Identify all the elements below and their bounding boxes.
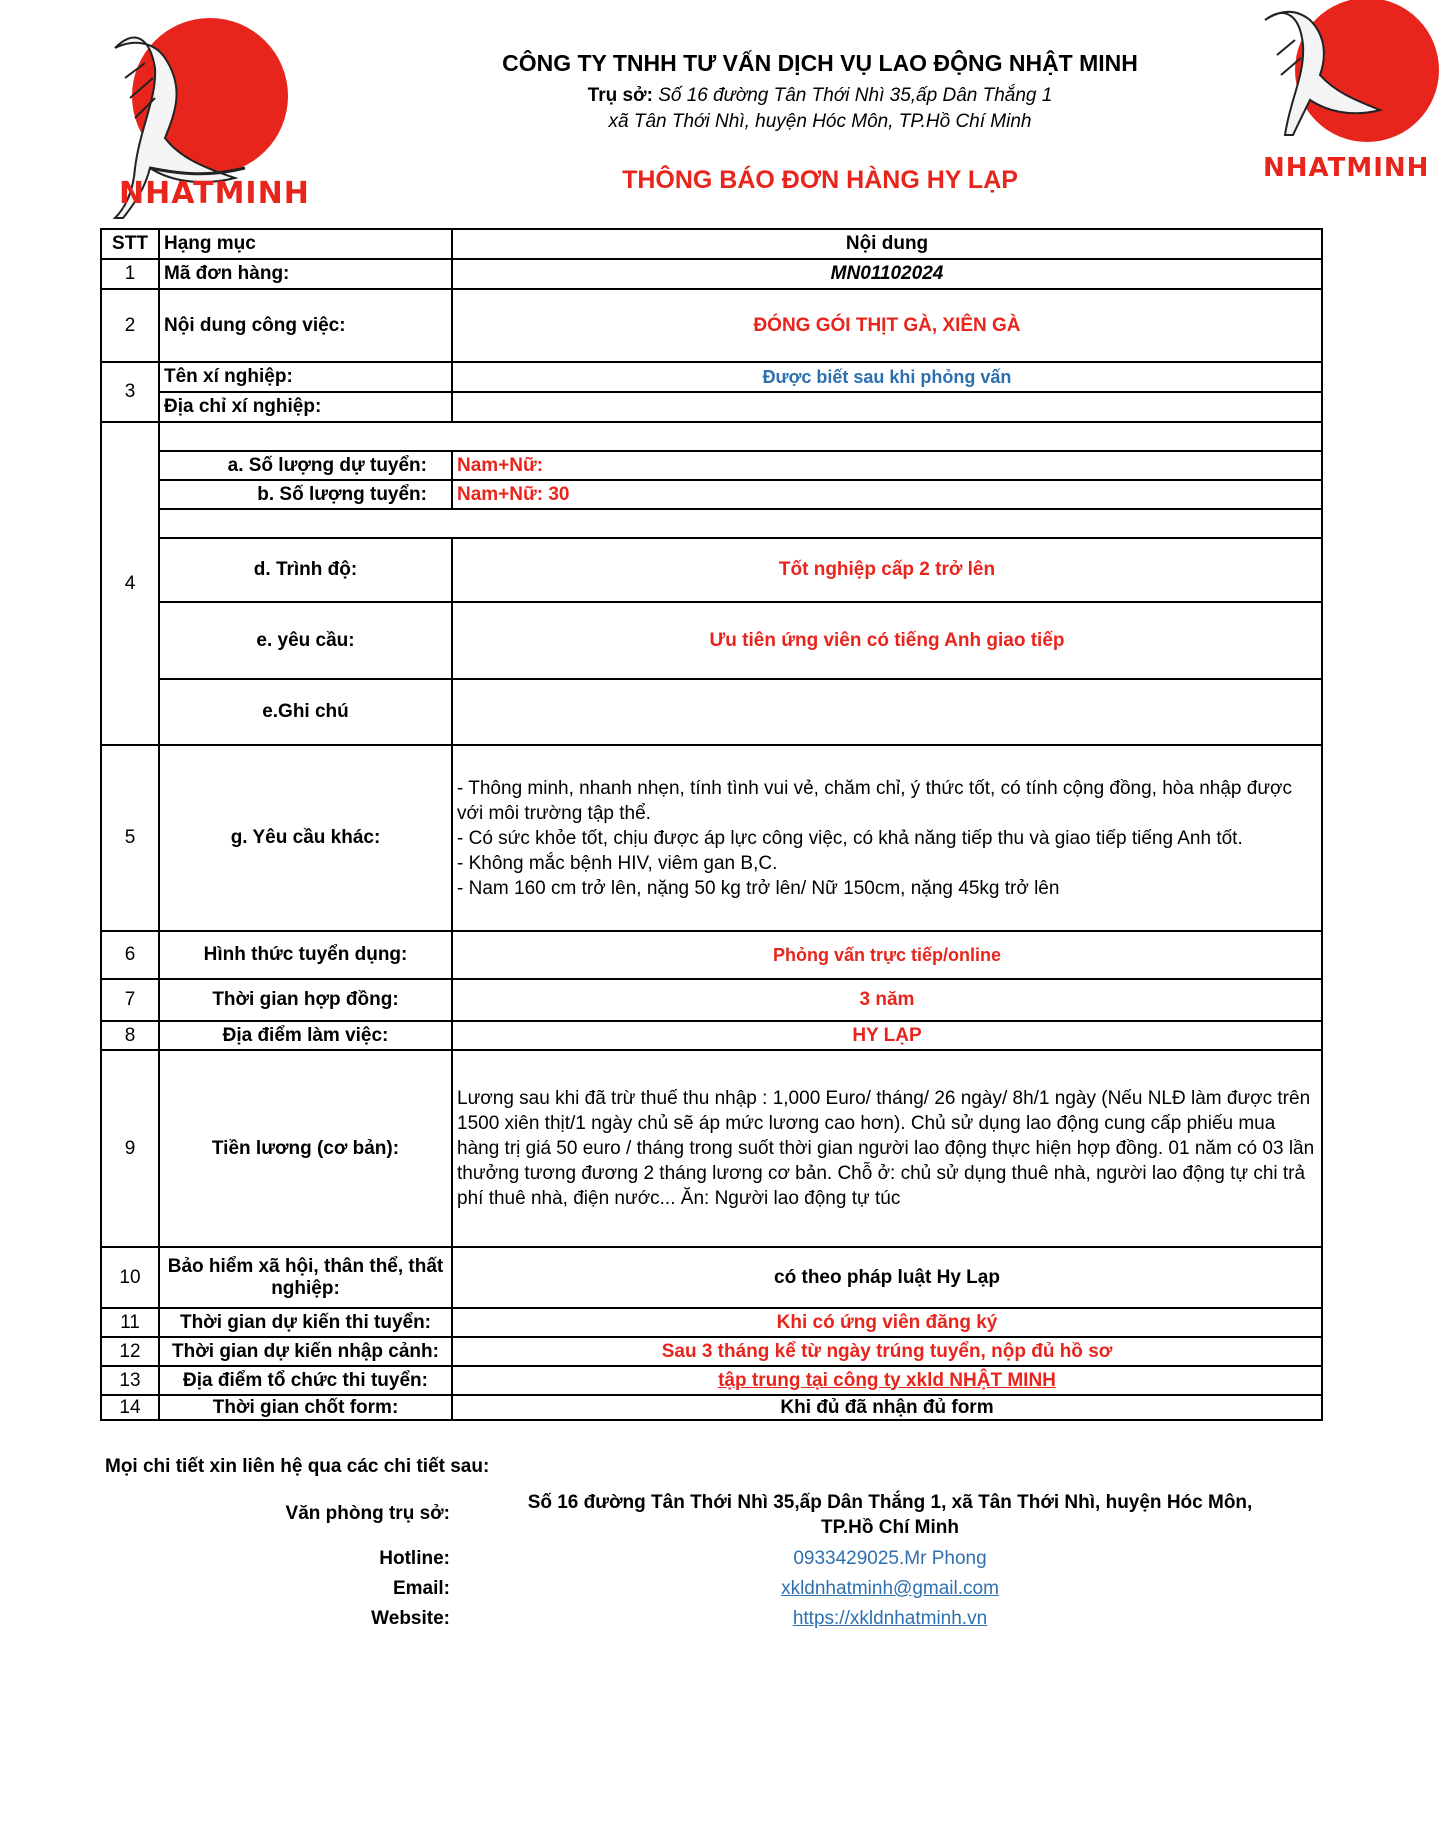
row-number: 4	[101, 422, 159, 745]
education-level: Tốt nghiệp cấp 2 trở lên	[452, 538, 1322, 602]
table-row	[101, 679, 1322, 745]
entry-time: Sau 3 tháng kể từ ngày trúng tuyển, nộp đủ hồ sơ	[452, 1337, 1322, 1366]
office-address	[470, 1490, 1310, 1540]
factory-address	[452, 392, 1322, 422]
row-number: 8	[101, 1021, 159, 1050]
table-row	[101, 745, 1322, 931]
company-name: CÔNG TY TNHH TƯ VẤN DỊCH VỤ LAO ĐỘNG NHẬT MINH	[502, 50, 1138, 76]
office-label: Văn phòng trụ sở:	[285, 1503, 450, 1524]
email-text[interactable]: xkldnhatminh@gmail.com	[781, 1578, 999, 1599]
logo-text: NHATMINH	[119, 176, 310, 211]
row-label: Tên xí nghiệp:	[159, 362, 452, 392]
row-label: e. yêu cầu:	[159, 602, 452, 679]
address-line-2: xã Tân Thới Nhì, huyện Hóc Môn, TP.Hồ Chí Minh	[608, 111, 1032, 132]
applicant-quantity: Nam+Nữ:	[452, 451, 1322, 480]
row-number: 10	[101, 1247, 159, 1308]
website-label: Website:	[371, 1608, 450, 1629]
table-row	[101, 1308, 1322, 1337]
row-number: 7	[101, 979, 159, 1021]
table-row	[101, 1395, 1322, 1420]
contact-heading: Mọi chi tiết xin liên hệ qua các chi tiết sau:	[105, 1456, 490, 1477]
row-number: 3	[101, 362, 159, 422]
row-label: Thời gian dự kiến thi tuyển:	[159, 1308, 452, 1337]
hotline-label: Hotline:	[379, 1548, 450, 1569]
address-label: Trụ sở:	[587, 85, 653, 106]
row-label: g. Yêu cầu khác:	[159, 745, 452, 931]
requirement-line: - Thông minh, nhanh nhẹn, tính tình vui vẻ, chăm chỉ, ý thức tốt, có tính cộng đồng, hòa nhập được với môi trường tập thể.	[457, 777, 1293, 824]
table-row	[101, 509, 1322, 538]
row-label: Địa điểm làm việc:	[159, 1021, 452, 1050]
table-row	[101, 422, 1322, 451]
address-line-1: Số 16 đường Tân Thới Nhì 35,ấp Dân Thắng 1	[658, 85, 1053, 106]
row-number: 11	[101, 1308, 159, 1337]
office-address-line-2: TP.Hồ Chí Minh	[821, 1517, 959, 1538]
row-number: 12	[101, 1337, 159, 1366]
hire-quantity: Nam+Nữ: 30	[452, 480, 1322, 509]
form-deadline: Khi đủ đã nhận đủ form	[452, 1395, 1322, 1420]
header-stt: STT	[101, 229, 159, 259]
contract-duration: 3 năm	[452, 979, 1322, 1021]
table-row	[101, 538, 1322, 602]
recruitment-method: Phỏng vấn trực tiếp/online	[452, 931, 1322, 979]
table-row	[101, 602, 1322, 679]
row-label: b. Số lượng tuyển:	[159, 480, 452, 509]
website-link[interactable]	[470, 1608, 1310, 1630]
row-number: 2	[101, 289, 159, 362]
requirement-line: - Không mắc bệnh HIV, viêm gan B,C.	[457, 852, 778, 874]
exam-location: tập trung tại công ty xkld NHẬT MINH	[452, 1366, 1322, 1395]
logo-text: NHATMINH	[1263, 153, 1430, 183]
company-address	[430, 83, 1210, 135]
work-location: HY LẠP	[452, 1021, 1322, 1050]
row-number: 13	[101, 1366, 159, 1395]
table-row	[101, 362, 1322, 392]
note	[452, 679, 1322, 745]
row-number: 5	[101, 745, 159, 931]
row-number: 9	[101, 1050, 159, 1247]
row-label: Thời gian dự kiến nhập cảnh:	[159, 1337, 452, 1366]
row-label: Thời gian chốt form:	[159, 1395, 452, 1420]
company-logo-right	[1255, 0, 1442, 190]
table-row	[101, 451, 1322, 480]
table-row	[101, 480, 1322, 509]
table-row	[101, 289, 1322, 362]
header-content: Nội dung	[452, 229, 1322, 259]
table-row	[101, 979, 1322, 1021]
row-label: e.Ghi chú	[159, 679, 452, 745]
company-logo-left	[95, 18, 310, 228]
blank-cell	[159, 509, 1322, 538]
salary-details: Lương sau khi đã trừ thuế thu nhập : 1,000 Euro/ tháng/ 26 ngày/ 8h/1 ngày (Nếu NLĐ làm được trên 1500 xiên thịt/1 ngày chủ sẽ áp mức lương cao hơn). Chủ sử dụng lao động cung cấp phiếu mua hàng trị giá 50 euro / tháng trong suốt thời gian người lao động thực hiện hợp đồng. 01 năm có 03 lần thưởng tương đương 2 tháng lương cơ bản. Chỗ ở: chủ sử dụng thuê nhà, người lao động tự chi trả phí thuê nhà, điện nước... Ăn: Người lao động tự túc	[452, 1050, 1322, 1247]
other-requirements	[452, 745, 1322, 931]
exam-time: Khi có ứng viên đăng ký	[452, 1308, 1322, 1337]
row-label: Mã đơn hàng:	[159, 259, 452, 289]
table-row	[101, 1366, 1322, 1395]
table-row	[101, 1247, 1322, 1308]
email-link[interactable]	[470, 1578, 1310, 1600]
table-row	[101, 1337, 1322, 1366]
hotline-link[interactable]: 0933429025.Mr Phong	[793, 1548, 987, 1569]
notice-title: THÔNG BÁO ĐƠN HÀNG HY LẠP	[622, 166, 1018, 194]
requirement-line: - Nam 160 cm trở lên, nặng 50 kg trở lên/ Nữ 150cm, nặng 45kg trở lên	[457, 877, 1060, 899]
table-row	[101, 1021, 1322, 1050]
row-label: d. Trình độ:	[159, 538, 452, 602]
row-label: Tiền lương (cơ bản):	[159, 1050, 452, 1247]
table-row	[101, 392, 1322, 422]
email-label: Email:	[392, 1578, 450, 1599]
blank-cell	[159, 422, 1322, 451]
job-description: ĐÓNG GÓI THỊT GÀ, XIÊN GÀ	[452, 289, 1322, 362]
insurance: có theo pháp luật Hy Lạp	[452, 1247, 1322, 1308]
table-row	[101, 259, 1322, 289]
website-text[interactable]: https://xkldnhatminh.vn	[792, 1608, 988, 1629]
table-row	[101, 931, 1322, 979]
table-row	[101, 1050, 1322, 1247]
row-number: 1	[101, 259, 159, 289]
factory-name: Được biết sau khi phỏng vấn	[452, 362, 1322, 392]
row-label: Bảo hiểm xã hội, thân thể, thất nghiệp:	[159, 1247, 452, 1308]
row-label: Địa điểm tổ chức thi tuyển:	[159, 1366, 452, 1395]
office-address-line-1: Số 16 đường Tân Thới Nhì 35,ấp Dân Thắng 1, xã Tân Thới Nhì, huyện Hóc Môn,	[527, 1492, 1253, 1513]
row-label: Nội dung công việc:	[159, 289, 452, 362]
job-order-table	[100, 228, 1323, 1421]
row-label: Thời gian hợp đồng:	[159, 979, 452, 1021]
requirement: Ưu tiên ứng viên có tiếng Anh giao tiếp	[452, 602, 1322, 679]
table-header-row	[101, 229, 1322, 259]
header-category: Hạng mục	[159, 229, 452, 259]
row-label: Hình thức tuyển dụng:	[159, 931, 452, 979]
row-label: Địa chỉ xí nghiệp:	[159, 392, 452, 422]
requirement-line: - Có sức khỏe tốt, chịu được áp lực công việc, có khả năng tiếp thu và giao tiếp tiếng Anh tốt.	[457, 827, 1243, 849]
order-code: MN01102024	[452, 259, 1322, 289]
row-number: 14	[101, 1395, 159, 1420]
row-label: a. Số lượng dự tuyển:	[159, 451, 452, 480]
row-number: 6	[101, 931, 159, 979]
